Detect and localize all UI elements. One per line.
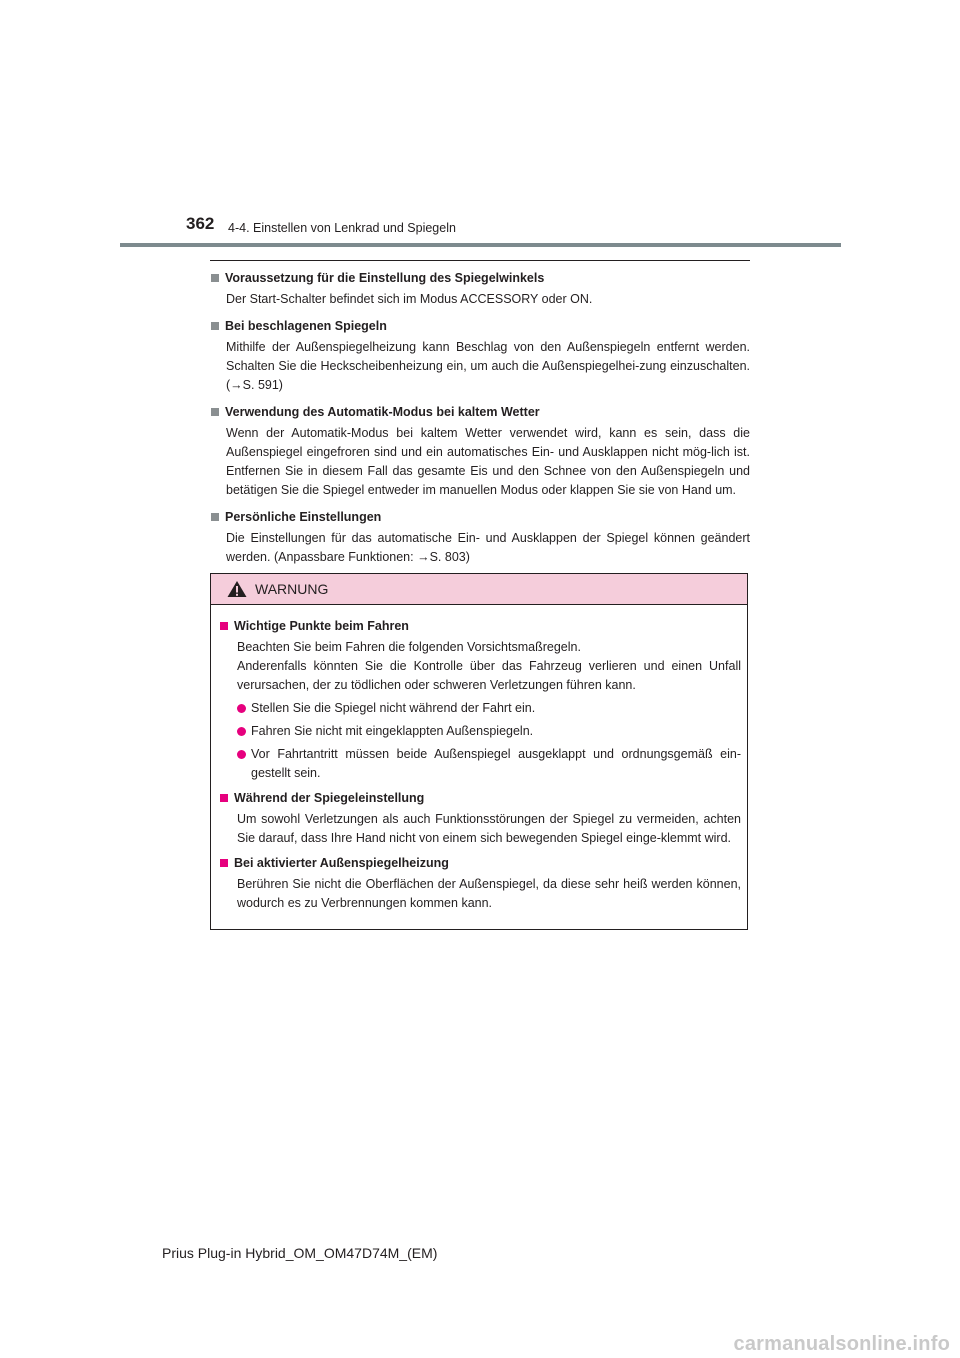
section-heading: Bei beschlagenen Spiegeln (225, 319, 387, 333)
watermark: carmanualsonline.info (733, 1333, 950, 1355)
square-bullet-icon (211, 408, 219, 416)
list-item: Stellen Sie die Spiegel nicht während der Fahrt ein. (237, 699, 741, 718)
section-heading: Voraussetzung für die Einstellung des Spiegelwinkels (225, 271, 545, 285)
warning-text: Beachten Sie beim Fahren die folgenden Vorsichtsmaßregeln. (237, 640, 581, 654)
square-bullet-icon (220, 859, 228, 867)
page-number: 362 (186, 214, 215, 233)
page-header (0, 0, 960, 250)
warning-triangle-icon (227, 580, 247, 598)
warning-header (211, 574, 747, 605)
warning-heading: Wichtige Punkte beim Fahren (234, 619, 409, 633)
warning-text: Berühren Sie nicht die Oberflächen der Außenspiegel, da diese sehr heiß werden können, wodurch es zu Verbrennungen kommen kann. (237, 877, 741, 910)
round-bullet-icon (237, 704, 246, 713)
warning-text: Um sowohl Verletzungen als auch Funktionsstörungen der Spiegel zu vermeiden, achten Sie darauf, dass Ihre Hand nicht von einem sich bewegenden Spiegel einge-klemmt wird. (237, 812, 741, 845)
section-personal-settings (210, 508, 750, 567)
warning-heading: Bei aktivierter Außenspiegelheizung (234, 856, 449, 870)
main-content (210, 260, 750, 575)
warning-section-heater (219, 854, 741, 913)
square-bullet-icon (211, 322, 219, 330)
chapter-title: 4-4. Einstellen von Lenkrad und Spiegeln (228, 221, 456, 235)
warning-body (211, 605, 747, 913)
warning-box (210, 573, 748, 930)
warning-title: WARNUNG (255, 581, 329, 597)
section-precondition (210, 269, 750, 309)
section-heading: Persönliche Einstellungen (225, 510, 382, 524)
list-item: Vor Fahrtantritt müssen beide Außenspiegel ausgeklappt und ordnungsgemäß ein-gestellt sein. (237, 745, 741, 783)
section-heading: Verwendung des Automatik-Modus bei kaltem Wetter (225, 405, 540, 419)
section-fogged-mirrors (210, 317, 750, 395)
warning-text: Anderenfalls könnten Sie die Kontrolle über das Fahrzeug verlieren und einen Unfall verursachen, der zu tödlichen oder schweren Verletzungen führen kann. (237, 659, 741, 692)
round-bullet-icon (237, 727, 246, 736)
warning-heading: Während der Spiegeleinstellung (234, 791, 425, 805)
section-text: Der Start-Schalter befindet sich im Modus ACCESSORY oder ON. (226, 292, 593, 306)
header-rule (120, 243, 841, 247)
square-bullet-icon (211, 513, 219, 521)
square-bullet-icon (220, 622, 228, 630)
section-cold-weather (210, 403, 750, 500)
square-bullet-icon (211, 274, 219, 282)
section-text: Wenn der Automatik-Modus bei kaltem Wetter verwendet wird, kann es sein, dass die Außenspiegel eingefroren sind und ein automatisches Ein- und Ausklappen nicht mög-lich ist. Entfernen Sie in diesem Fall das gesamte Eis und den Schnee von den Außenspiegeln und betätigen Sie die Spiegel entweder im manuellen Modus oder klappen Sie sie von Hand um. (226, 426, 750, 497)
section-text: Die Einstellungen für das automatische Ein- und Ausklappen der Spiegel können geändert werden. (Anpassbare Funktionen: →S. 803) (226, 531, 750, 564)
warning-section-driving (219, 617, 741, 783)
round-bullet-icon (237, 750, 246, 759)
section-text: Mithilfe der Außenspiegelheizung kann Beschlag von den Außenspiegeln entfernt werden. Schalten Sie die Heckscheibenheizung ein, um auch die Außenspiegelhei-zung einzuschalten. (→S. 591) (226, 340, 750, 392)
footer-model: Prius Plug-in Hybrid_OM_OM47D74M_(EM) (162, 1245, 438, 1261)
warning-section-adjusting (219, 789, 741, 848)
square-bullet-icon (220, 794, 228, 802)
list-item: Fahren Sie nicht mit eingeklappten Außenspiegeln. (237, 722, 741, 741)
